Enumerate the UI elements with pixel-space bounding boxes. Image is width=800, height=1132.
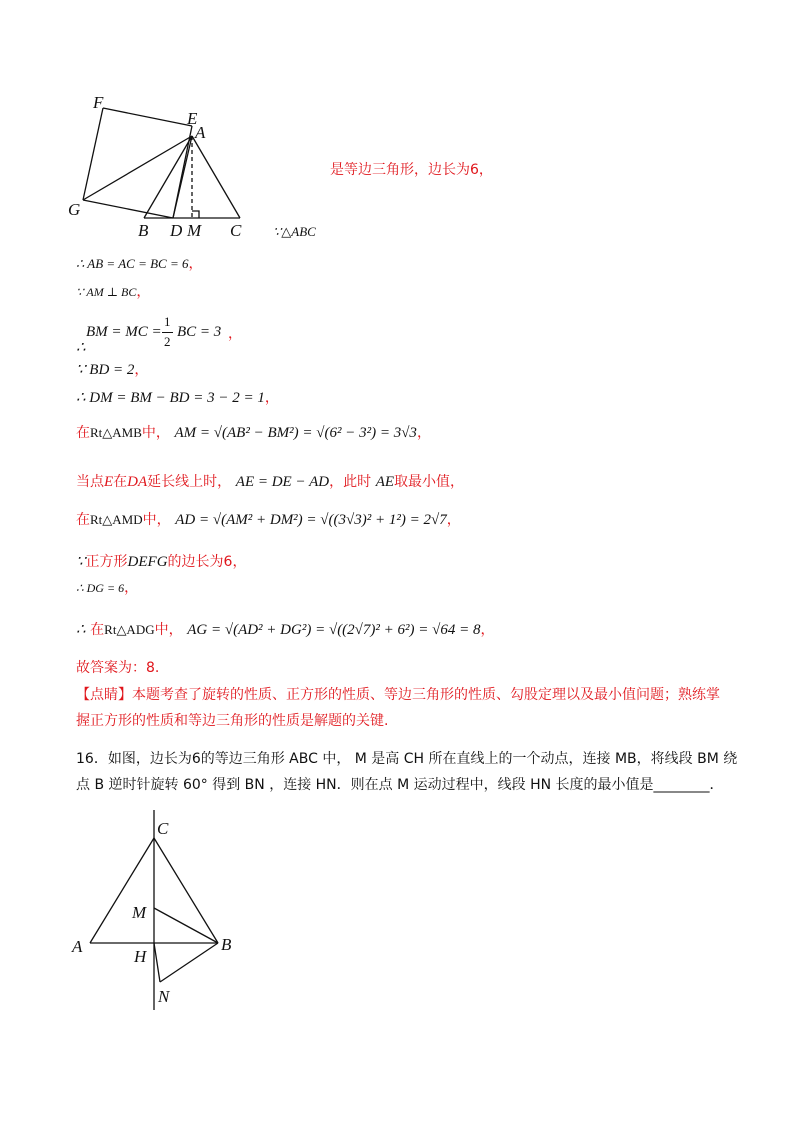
segment-AC (90, 838, 154, 943)
label-H: H (134, 947, 147, 966)
label-M: M (132, 903, 147, 922)
label-A: A (195, 123, 206, 142)
line-12-punct: ， (480, 622, 495, 638)
line-10-math: DEFG (127, 554, 168, 570)
line-6-punct: ， (264, 390, 279, 406)
label-C: C (157, 819, 169, 838)
segment-BC (154, 838, 218, 943)
comment-line-2: 握正方形的性质和等边三角形的性质是解题的关键. (76, 713, 389, 729)
line-11-math: ∴ DG = 6 (76, 581, 125, 595)
line-4-therefore: ∴ (76, 340, 86, 356)
line-9-zhong: 中， (142, 512, 171, 528)
line-10 (76, 552, 246, 572)
segment-AG (83, 136, 192, 200)
label-B: B (138, 221, 149, 240)
problem-16-line-2: 点 B 逆时针旋转 60° 得到 BN ，连接 HN．则在点 M 运动过程中，线段 HN 长度的最小值是________． (76, 777, 724, 793)
segment-FE (103, 108, 192, 126)
line-9 (76, 510, 461, 530)
line-8-math: AE = DE − AD (235, 474, 330, 490)
line-10-because: ∵ (76, 554, 86, 570)
line-6 (76, 388, 279, 408)
problem-16-line-1: 16．如图，边长为6的等边三角形 ABC 中， M 是高 CH 所在直线上的一个动点，连接 MB，将线段 BM 绕 (76, 751, 738, 767)
line-7-punct: ， (416, 425, 431, 441)
line-4-math-a: BM = MC = (86, 324, 162, 340)
line-9-punct: ， (446, 512, 461, 528)
segment-BN (160, 943, 218, 982)
line-2-punct: ， (188, 256, 203, 272)
line-12-zhong: 中， (154, 622, 183, 638)
line-8-E: E (104, 474, 114, 490)
segment-AD (173, 136, 192, 218)
fraction-denominator: 2 (164, 334, 171, 349)
line-5-punct: ， (134, 362, 149, 378)
line-7-zai: 在 (76, 425, 90, 441)
line-4-math-b: BC = 3 (177, 324, 222, 340)
line-8 (76, 472, 464, 492)
line-12-triangle: Rt△ADG (104, 622, 155, 637)
label-N: N (158, 987, 170, 1006)
figure-1-square-triangle (60, 90, 320, 240)
problem-16 (76, 746, 738, 798)
line-8-red-c: 延长线上时， (147, 474, 232, 490)
segment-FG (83, 108, 103, 200)
line-7-zhong: 中， (141, 425, 170, 441)
line-8-red-a: 当点 (76, 474, 104, 490)
label-G: G (68, 200, 81, 219)
segment-AB (144, 136, 192, 218)
line-4-punct: ， (228, 326, 242, 342)
line-3-math: ∵ AM ⊥ BC (76, 285, 137, 299)
line-9-zai: 在 (76, 512, 90, 528)
label-E: E (187, 109, 198, 128)
label-F: F (93, 93, 104, 112)
comment-block (76, 682, 726, 734)
line-5-math: ∵ BD = 2 (76, 362, 135, 378)
line-8-red-e: 取最小值， (394, 474, 465, 490)
comment-line-1: 【点睛】本题考查了旋转的性质、正方形的性质、等边三角形的性质、勾股定理以及最小值问题；熟练掌 (76, 687, 720, 703)
line-1-red: 是等边三角形，边长为6， (330, 162, 493, 178)
line-5 (76, 360, 148, 380)
line-8-red-b: 在 (113, 474, 128, 490)
line-13-answer: 故答案为：8. (76, 660, 160, 676)
line-2-math: ∴ AB = AC = BC = 6 (76, 256, 189, 271)
line-3-punct: ， (136, 284, 151, 300)
label-D: D (170, 221, 183, 240)
figure-2-triangle-rotation (66, 810, 266, 1020)
right-angle-mark (192, 211, 199, 218)
line-6-math: ∴ DM = BM − BD = 3 − 2 = 1 (76, 390, 265, 406)
line-8-red-d: ，此时 (329, 474, 372, 490)
line-8-DA: DA (127, 474, 148, 490)
segment-MB (154, 908, 218, 943)
label-C: C (230, 221, 242, 240)
line-10-red-b: 的边长为6， (167, 554, 247, 570)
line-2 (76, 254, 202, 274)
line-9-math: AD = √(AM² + DM²) = √((3√3)² + 1²) = 2√7 (175, 512, 447, 528)
line-12-zai: 在 (90, 622, 105, 638)
line-11 (76, 578, 138, 598)
line-8-AE: AE (375, 474, 395, 490)
line-7-math: AM = √(AB² − BM²) = √(6² − 3²) = 3√3 (174, 425, 417, 441)
line-7 (76, 423, 431, 443)
line-3 (76, 282, 150, 302)
line-10-red-a: 正方形 (85, 554, 128, 570)
line-12-therefore: ∴ (76, 622, 86, 638)
segment-GD (83, 200, 173, 218)
label-A: A (72, 937, 83, 956)
line-9-triangle: Rt△AMD (90, 512, 143, 527)
segment-HN (154, 943, 160, 982)
line-11-punct: ， (124, 580, 139, 596)
label-M: M (187, 221, 202, 240)
line-12 (76, 620, 495, 640)
fraction-numerator: 1 (164, 314, 171, 329)
segment-AC (192, 136, 240, 218)
label-B: B (221, 935, 232, 954)
line-12-math: AG = √(AD² + DG²) = √((2√7)² + 6²) = √64 = 8 (187, 622, 481, 638)
line-1-math: ∵△ABC (273, 224, 316, 239)
line-7-triangle: Rt△AMB (90, 425, 142, 440)
